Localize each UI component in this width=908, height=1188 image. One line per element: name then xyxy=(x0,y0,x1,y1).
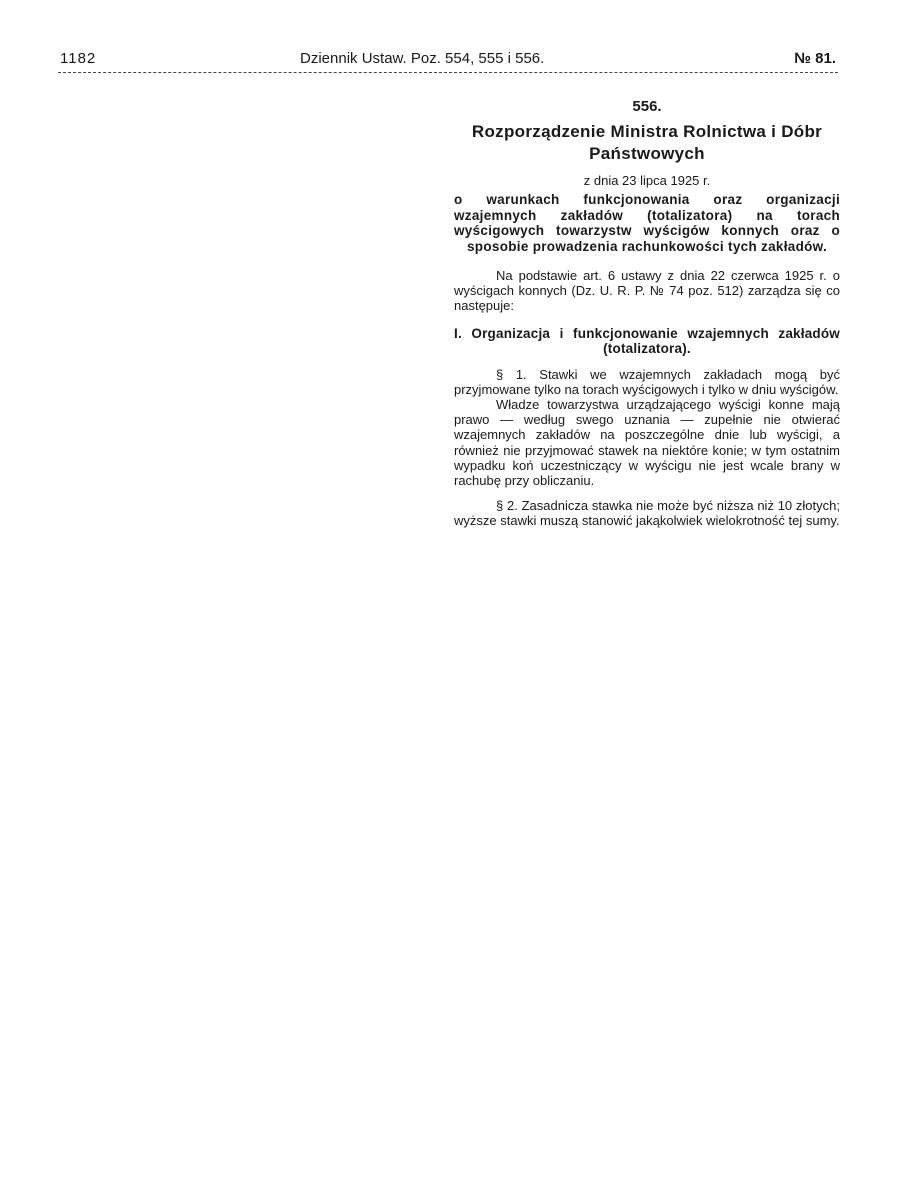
section-heading: I. Organizacja i funkcjonowanie wzajemnych zakładów (totalizatora). xyxy=(454,325,840,357)
header-rule xyxy=(58,72,838,73)
date-line: z dnia 23 lipca 1925 r. xyxy=(583,173,711,188)
regulation-title: Rozporządzenie Ministra Rolnictwa i Dóbr Państwowych xyxy=(471,122,823,163)
document-column xyxy=(454,98,840,529)
regulation-subject: o warunkach funkcjonowania oraz organizacji wzajemnych zakładów (totalizatora) na torach wyścigowych towarzystw wyścigów konnych oraz o sposobie prowadzenia rachunkowości tych zakładów. xyxy=(454,192,840,254)
issue-number: № 81. xyxy=(794,50,836,67)
page-header xyxy=(60,50,836,72)
preamble: Na podstawie art. 6 ustawy z dnia 22 czerwca 1925 r. o wyścigach konnych (Dz. U. R. P. № 74 poz. 512) zarządza się co następuje: xyxy=(454,268,840,314)
spacer xyxy=(454,488,840,498)
page-number: 1182 xyxy=(60,50,97,67)
paragraph-1: § 1. Stawki we wzajemnych zakładach mogą być przyjmowane tylko na torach wyścigowych i tylko w dniu wyścigów. xyxy=(454,366,840,397)
position-number: 556. xyxy=(632,98,662,115)
journal-title: Dziennik Ustaw. Poz. 554, 555 i 556. xyxy=(300,50,545,67)
paragraph-2: § 2. Zasadnicza stawka nie może być niższa niż 10 złotych; wyższe stawki muszą stanowić jakąkolwiek wielokrotność tej sumy. xyxy=(454,498,840,529)
paragraph-1-continued: Władze towarzystwa urządzającego wyścigi konne mają prawo — według swego uznania — zupełnie nie otwierać wzajemnych zakładów na poszczególne dnie lub wyścigi, a również nie przyjmować stawek na niektóre konie; w tym ostatnim wypadku koń uczestniczący w wyścigu nie jest wcale brany w rachubę przy obliczaniu. xyxy=(454,397,840,489)
